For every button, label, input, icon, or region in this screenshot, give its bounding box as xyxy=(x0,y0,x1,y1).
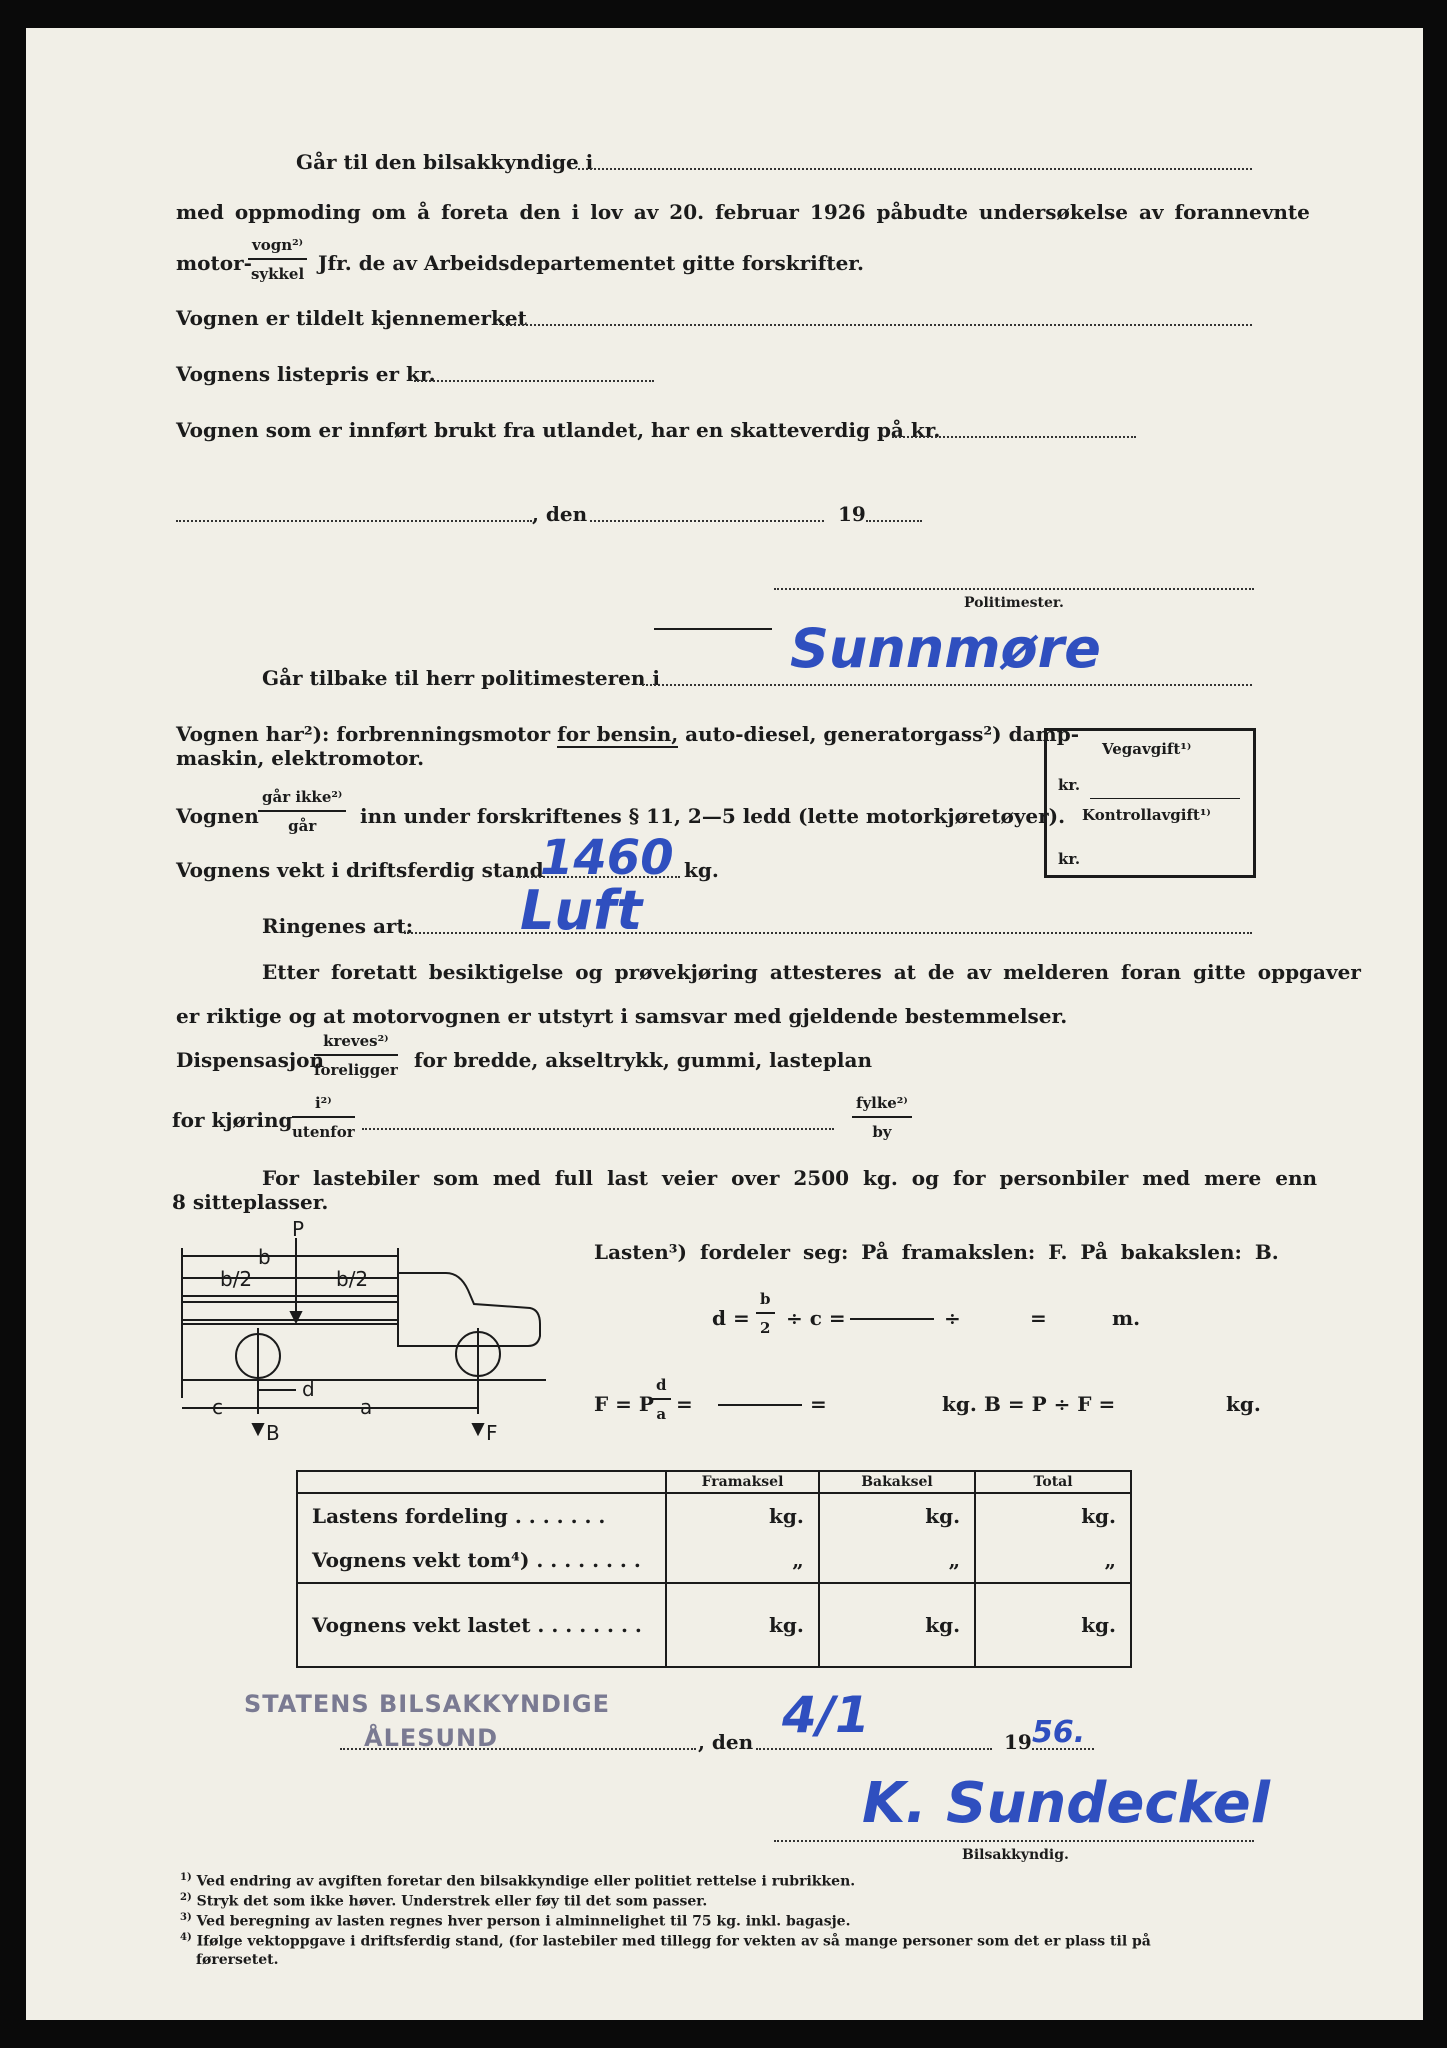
handwritten-year: 56. xyxy=(1032,1715,1086,1750)
intro-line1-label: Går til den bilsakkyndige i xyxy=(296,150,594,174)
bilsakkyndige-field[interactable] xyxy=(578,168,1252,170)
disp-fraction-numerator: kreves²⁾ xyxy=(314,1032,398,1056)
lasten-text: Lasten³) fordeler seg: På framakslen: F. På bakakslen: B. xyxy=(594,1240,1279,1264)
motor-prefix: motor- xyxy=(176,251,252,275)
return-label: Går tilbake til herr politimesteren i xyxy=(262,666,660,690)
footnote-3-mark: 3) xyxy=(180,1912,192,1923)
kjennemerke-field[interactable] xyxy=(502,324,1252,326)
disp-fraction-denominator: foreligger xyxy=(314,1061,398,1079)
weight-table xyxy=(296,1470,1132,1668)
row-label-tom: Vognens vekt tom⁴) . . . . . . . . xyxy=(312,1548,641,1572)
f-eq-kg2: kg. xyxy=(1226,1392,1261,1416)
sign-year-prefix: 19 xyxy=(1004,1730,1032,1754)
handwritten-date: 4/1 xyxy=(782,1686,870,1744)
d-eq-fraction-num: b xyxy=(756,1290,775,1314)
row-label-lastet: Vognens vekt lastet . . . . . . . . xyxy=(297,1583,666,1667)
footnote-1 xyxy=(180,1872,855,1890)
f-eq-fraction xyxy=(652,1376,671,1423)
sign-den-label: , den xyxy=(698,1730,754,1754)
cell-lastet-total[interactable]: kg. xyxy=(975,1583,1131,1667)
cell-lastens-framaksel: kg. xyxy=(768,1504,804,1528)
fylke-fraction xyxy=(852,1094,912,1141)
footnote-3-text: Ved beregning av lasten regnes hver person i alminnelighet til 75 kg. inkl. bagasje. xyxy=(196,1913,851,1930)
politimester-signature-field[interactable] xyxy=(774,588,1254,590)
stamp-line2: ÅLESUND xyxy=(364,1724,499,1752)
cell-tom-framaksel: „ xyxy=(792,1548,804,1572)
listepris-label: Vognens listepris er kr. xyxy=(176,362,436,386)
cell-lastens-total: kg. xyxy=(1081,1504,1116,1528)
kontrollavgift-kr: kr. xyxy=(1058,850,1081,868)
header-empty xyxy=(297,1471,666,1493)
handwritten-weight: 1460 xyxy=(540,830,674,886)
d-eq-fraction xyxy=(756,1290,775,1337)
kjoring-label: for kjøring xyxy=(172,1108,293,1132)
section-divider xyxy=(654,628,772,630)
skatteverdi-label: Vognen som er innført brukt fra utlandet, har en skatteverdig på kr. xyxy=(176,418,941,442)
row-label-lastens: Lastens fordeling . . . . . . . xyxy=(312,1504,606,1528)
footnote-4-cont-text: førersetet. xyxy=(196,1952,279,1968)
cell-total-top[interactable] xyxy=(975,1493,1131,1583)
kontrollavgift-label: Kontrollavgift¹⁾ xyxy=(1082,806,1211,824)
vegavgift-kr: kr. xyxy=(1058,776,1081,794)
vekt-label: Vognens vekt i driftsferdig stand xyxy=(176,858,544,882)
cell-lastens-bakaksel: kg. xyxy=(925,1504,961,1528)
cell-framaksel-top[interactable] xyxy=(666,1493,819,1583)
f-eq-prefix: F = P xyxy=(594,1392,654,1416)
cell-tom-bakaksel: „ xyxy=(948,1548,961,1572)
f-eq-eq1: = xyxy=(676,1392,693,1416)
cell-tom-total: „ xyxy=(1104,1548,1116,1572)
f-eq-eq2: = xyxy=(810,1392,827,1416)
d-eq-unit: m. xyxy=(1112,1306,1141,1330)
kjoring-fraction-numerator: i²⁾ xyxy=(292,1094,355,1118)
politimester-label: Politimester. xyxy=(964,595,1064,611)
row-labels-cell xyxy=(297,1493,666,1583)
politimester-place-field[interactable] xyxy=(642,684,1252,686)
f-eq-blank1 xyxy=(718,1404,802,1406)
header-framaksel: Framaksel xyxy=(666,1471,819,1493)
vekt-unit: kg. xyxy=(684,858,719,882)
date-field[interactable] xyxy=(590,520,824,522)
label-a: a xyxy=(360,1395,373,1419)
gaar-fraction xyxy=(258,788,346,835)
kjoring-fraction xyxy=(292,1094,355,1141)
footnote-1-text: Ved endring av avgiften foretar den bilsakkyndige eller politiet rettelse i rubrikken. xyxy=(196,1873,856,1890)
motor-suffix: Jfr. de av Arbeidsdepartementet gitte forskrifter. xyxy=(318,251,864,275)
year-prefix: 19 xyxy=(838,502,866,526)
sign-date-field[interactable] xyxy=(756,1748,992,1750)
motor-fraction-denominator: sykkel xyxy=(250,265,305,283)
kjoring-fraction-denominator: utenfor xyxy=(292,1123,355,1141)
fee-box-divider xyxy=(1090,798,1240,799)
table-row xyxy=(297,1583,1131,1667)
header-total: Total xyxy=(975,1471,1131,1493)
handwritten-signature: K. Sundeckel xyxy=(862,1771,1270,1836)
table-row xyxy=(297,1493,1131,1583)
truck-cab xyxy=(398,1273,540,1346)
listepris-field[interactable] xyxy=(414,380,654,382)
footnote-4-text: Ifølge vektoppgave i driftsferdig stand, (for lastebiler med tillegg for vekten av så mange personer som det er plass til på xyxy=(196,1933,1151,1950)
d-eq-fraction-den: 2 xyxy=(760,1319,771,1337)
motor-type-selected: for bensin, xyxy=(557,722,679,746)
force-f-arrowhead xyxy=(473,1424,483,1434)
handwritten-place: Sunnmøre xyxy=(790,617,1101,680)
footnote-4-mark: 4) xyxy=(180,1932,192,1943)
d-eq-mid: ÷ c = xyxy=(786,1306,846,1330)
truck-load-diagram xyxy=(176,1218,556,1446)
gaar-fraction-numerator: går ikke²⁾ xyxy=(258,788,346,812)
motor-type-line2: maskin, elektromotor. xyxy=(176,746,425,770)
label-c: c xyxy=(212,1395,223,1419)
disp-label: Dispensasjon xyxy=(176,1048,325,1072)
intro-line2: med oppmoding om å foreta den i lov av 20. februar 1926 påbudte undersøkelse av forannevnte xyxy=(176,200,1310,224)
skatteverdi-field[interactable] xyxy=(892,436,1136,438)
year-field[interactable] xyxy=(866,520,922,522)
d-eq-div: ÷ xyxy=(944,1306,961,1330)
d-eq-eq: = xyxy=(1030,1306,1047,1330)
den-label: , den xyxy=(532,502,588,526)
cell-bakaksel-top[interactable] xyxy=(819,1493,975,1583)
force-b-arrowhead xyxy=(253,1424,263,1434)
disp-fraction xyxy=(314,1032,398,1079)
ringer-label: Ringenes art: xyxy=(262,914,414,938)
label-force-f: F xyxy=(486,1421,498,1445)
attest-line1: Etter foretatt besiktigelse og prøvekjøring attesteres at de av melderen foran gitte oppgaver xyxy=(262,960,1361,984)
d-eq-prefix: d = xyxy=(712,1306,750,1330)
header-bakaksel: Bakaksel xyxy=(819,1471,975,1493)
label-b: b xyxy=(258,1245,271,1269)
label-b-half-left: b/2 xyxy=(220,1267,253,1291)
vegavgift-label: Vegavgift¹⁾ xyxy=(1102,740,1192,758)
footnote-1-mark: 1) xyxy=(180,1872,192,1883)
label-b-half-right: b/2 xyxy=(336,1267,369,1291)
motor-fraction xyxy=(248,236,307,283)
stamp-line1: STATENS BILSAKKYNDIGE xyxy=(244,1690,610,1718)
d-eq-blank1 xyxy=(850,1318,934,1320)
footnote-4 xyxy=(180,1932,1151,1950)
fylke-fraction-denominator: by xyxy=(872,1123,892,1141)
cell-lastet-framaksel[interactable]: kg. xyxy=(666,1583,819,1667)
place-field[interactable] xyxy=(176,520,532,522)
gaar-suffix: inn under forskriftenes § 11, 2—5 ledd (lette motorkjøretøyer). xyxy=(360,804,1066,828)
label-force-b: B xyxy=(266,1421,280,1445)
load-platform xyxy=(182,1296,398,1320)
kjennemerke-label: Vognen er tildelt kjennemerket xyxy=(176,306,527,330)
f-eq-fraction-num: d xyxy=(652,1376,671,1400)
b-eq: B = P ÷ F = xyxy=(984,1392,1116,1416)
weight-table-header xyxy=(297,1471,1131,1493)
motor-type-rest: auto-diesel, generatorgass²) damp- xyxy=(678,722,1079,746)
disp-suffix: for bredde, akseltrykk, gummi, lasteplan xyxy=(414,1048,872,1072)
footnote-3 xyxy=(180,1912,850,1930)
footnote-2-text: Stryk det som ikke høver. Understrek eller føy til det som passer. xyxy=(196,1893,708,1910)
label-p: P xyxy=(292,1218,305,1241)
gaar-fraction-denominator: går xyxy=(288,817,317,835)
fylke-fraction-numerator: fylke²⁾ xyxy=(852,1094,912,1118)
vognen-label: Vognen xyxy=(176,804,259,828)
f-eq-fraction-den: a xyxy=(656,1405,667,1423)
laste-line2: 8 sitteplasser. xyxy=(172,1190,329,1214)
bilsakkyndig-label: Bilsakkyndig. xyxy=(962,1847,1069,1863)
footnote-2-mark: 2) xyxy=(180,1892,192,1903)
label-d: d xyxy=(302,1377,315,1401)
attest-line2: er riktige og at motorvognen er utstyrt i samsvar med gjeldende bestemmelser. xyxy=(176,1004,1068,1028)
laste-line1: For lastebiler som med full last veier over 2500 kg. og for personbiler med mere enn xyxy=(262,1166,1318,1190)
sign-place-field[interactable] xyxy=(340,1748,696,1750)
cell-lastet-bakaksel[interactable]: kg. xyxy=(819,1583,975,1667)
motor-type-prefix: Vognen har²): forbrenningsmotor xyxy=(176,722,558,746)
handwritten-tyre-type: Luft xyxy=(520,879,643,942)
motor-fraction-numerator: vogn²⁾ xyxy=(248,236,307,260)
footnote-2 xyxy=(180,1892,707,1910)
footnote-4-cont xyxy=(196,1952,279,1968)
kjoring-field[interactable] xyxy=(362,1128,834,1130)
f-eq-kg1: kg. xyxy=(942,1392,977,1416)
bilsakkyndig-signature-field[interactable] xyxy=(774,1840,1254,1842)
motor-type-line1 xyxy=(176,724,1079,744)
